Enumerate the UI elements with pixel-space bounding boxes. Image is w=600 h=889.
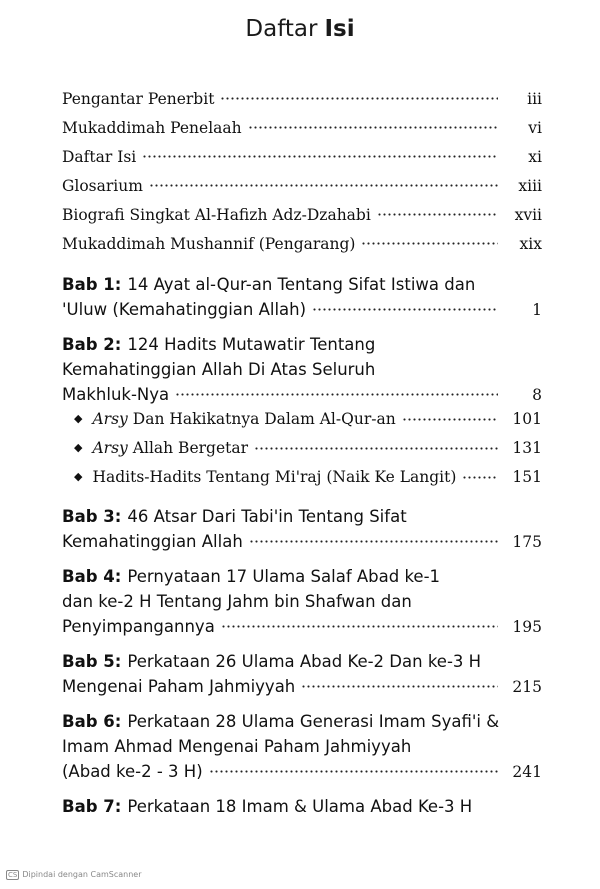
toc-entry: [62, 146, 542, 175]
chapter-number: Bab 1:: [62, 275, 122, 294]
camscanner-logo: CS: [8, 871, 18, 879]
toc-label: Pengantar Penerbit: [62, 89, 215, 108]
chapter-number: Bab 4:: [62, 567, 122, 586]
chapter-last-line: [62, 614, 542, 639]
dot-leader: [301, 676, 498, 693]
chapter-line: [62, 709, 542, 734]
chapter-3: [62, 504, 542, 554]
dot-leader: [462, 467, 498, 483]
dot-leader: [254, 438, 498, 454]
chapter-title-line: Perkataan 26 Ulama Abad Ke-2 Dan ke-3 H: [127, 652, 482, 671]
subsection-entry: [74, 436, 542, 465]
toc-label: Glosarium: [62, 176, 143, 195]
toc-entry: [62, 117, 542, 146]
toc-page: 131: [512, 439, 542, 457]
toc-page: 1: [532, 301, 542, 319]
subsection-italic: Arsy: [92, 410, 128, 428]
dot-leader: [220, 88, 498, 104]
page-title: [0, 16, 600, 42]
chapter-number: Bab 3:: [62, 507, 122, 526]
toc-label: Biografi Singkat Al-Hafizh Adz-Dzahabi: [62, 205, 371, 224]
chapter-title-line: (Abad ke-2 - 3 H): [62, 762, 203, 781]
chapter-title-line: Kemahatinggian Allah Di Atas Seluruh: [62, 360, 376, 379]
chapter-title-line: Imam Ahmad Mengenai Paham Jahmiyyah: [62, 737, 412, 756]
chapter-last-line: [62, 297, 542, 322]
subsection-entry: [74, 407, 542, 436]
chapter-title-line: Pernyataan 17 Ulama Salaf Abad ke-1: [127, 567, 441, 586]
chapter-title-line: 14 Ayat al-Qur-an Tentang Sifat Istiwa dan: [127, 275, 476, 294]
chapter-line: [62, 734, 542, 759]
chapter-6: [62, 709, 542, 784]
chapter-number: Bab 7:: [62, 797, 122, 816]
toc-page: xvii: [514, 205, 542, 224]
chapter-title-line: Perkataan 18 Imam & Ulama Abad Ke-3 H: [127, 797, 473, 816]
chapter-number: Bab 6:: [62, 712, 122, 731]
toc-page: xix: [519, 234, 542, 253]
toc-page: xiii: [518, 176, 542, 195]
dot-leader: [312, 299, 498, 316]
diamond-bullet-icon: ◆: [74, 412, 83, 425]
toc-page: 8: [532, 386, 542, 404]
scanner-watermark: [6, 870, 142, 880]
subsection-label: Hadits-Hadits Tentang Mi'raj (Naik Ke Langit): [92, 468, 457, 486]
chapter-title-line: Mengenai Paham Jahmiyyah: [62, 677, 296, 696]
dot-leader: [361, 233, 498, 249]
chapter-line: [62, 589, 542, 614]
diamond-bullet-icon: ◆: [74, 470, 83, 483]
dot-leader: [402, 409, 498, 425]
dot-leader: [175, 384, 498, 401]
front-matter-list: [62, 88, 542, 262]
toc-page: xi: [528, 147, 542, 166]
chapter-title-line: Perkataan 28 Ulama Generasi Imam Syafi'i &: [127, 712, 500, 731]
chapter-last-line: [62, 382, 542, 407]
chapter-title-line: Makhluk-Nya: [62, 385, 170, 404]
chapter-last-line: [62, 529, 542, 554]
chapter-last-line: [62, 674, 542, 699]
subsection-entry: [74, 465, 542, 494]
chapter-title-line: Kemahatinggian Allah: [62, 532, 243, 551]
toc-page: 175: [512, 533, 542, 551]
toc-entry: [62, 175, 542, 204]
chapter-title-line: dan ke-2 H Tentang Jahm bin Shafwan dan: [62, 592, 412, 611]
chapter-line: [62, 649, 542, 674]
chapter-last-line: [62, 759, 542, 784]
page-title-part2: Isi: [324, 16, 355, 42]
toc-page: 151: [512, 468, 542, 486]
subsection-label: Allah Bergetar: [132, 439, 249, 457]
chapter-2: [62, 332, 542, 494]
chapter-title-line: Penyimpangannya: [62, 617, 215, 636]
chapter-line: [62, 504, 542, 529]
chapter-number: Bab 5:: [62, 652, 122, 671]
toc-page: 241: [512, 763, 542, 781]
chapter-line: [62, 332, 542, 357]
toc-page: 215: [512, 678, 542, 696]
toc-entry: [62, 204, 542, 233]
toc-page: 195: [512, 618, 542, 636]
dot-leader: [149, 175, 498, 191]
chapter-line: [62, 794, 542, 819]
table-of-contents: [62, 88, 542, 819]
chapter-4: [62, 564, 542, 639]
dot-leader: [209, 761, 498, 778]
chapter-line: [62, 564, 542, 589]
dot-leader: [221, 616, 498, 633]
dot-leader: [249, 531, 498, 548]
toc-label: Mukaddimah Penelaah: [62, 118, 242, 137]
toc-page: iii: [527, 89, 542, 108]
subsection-italic: Arsy: [92, 439, 128, 457]
dot-leader: [377, 204, 498, 220]
chapter-number: Bab 2:: [62, 335, 122, 354]
subsection-list: [62, 407, 542, 494]
chapter-title-line: 'Uluw (Kemahatinggian Allah): [62, 300, 307, 319]
page-title-part1: Daftar: [245, 16, 318, 42]
dot-leader: [248, 117, 498, 133]
diamond-bullet-icon: ◆: [74, 441, 83, 454]
chapter-5: [62, 649, 542, 699]
chapter-1: [62, 272, 542, 322]
chapter-line: [62, 272, 542, 297]
toc-entry: [62, 233, 542, 262]
toc-page: vi: [528, 118, 542, 137]
chapter-title-line: 124 Hadits Mutawatir Tentang: [127, 335, 376, 354]
chapter-7: [62, 794, 542, 819]
chapter-title-line: 46 Atsar Dari Tabi'in Tentang Sifat: [127, 507, 407, 526]
chapter-line: [62, 357, 542, 382]
toc-page: 101: [512, 410, 542, 428]
subsection-label: Dan Hakikatnya Dalam Al-Qur-an: [132, 410, 396, 428]
scanner-text: Dipindai dengan CamScanner: [22, 870, 142, 879]
toc-entry: [62, 88, 542, 117]
dot-leader: [142, 146, 498, 162]
toc-label: Daftar Isi: [62, 147, 137, 166]
toc-label: Mukaddimah Mushannif (Pengarang): [62, 234, 356, 253]
